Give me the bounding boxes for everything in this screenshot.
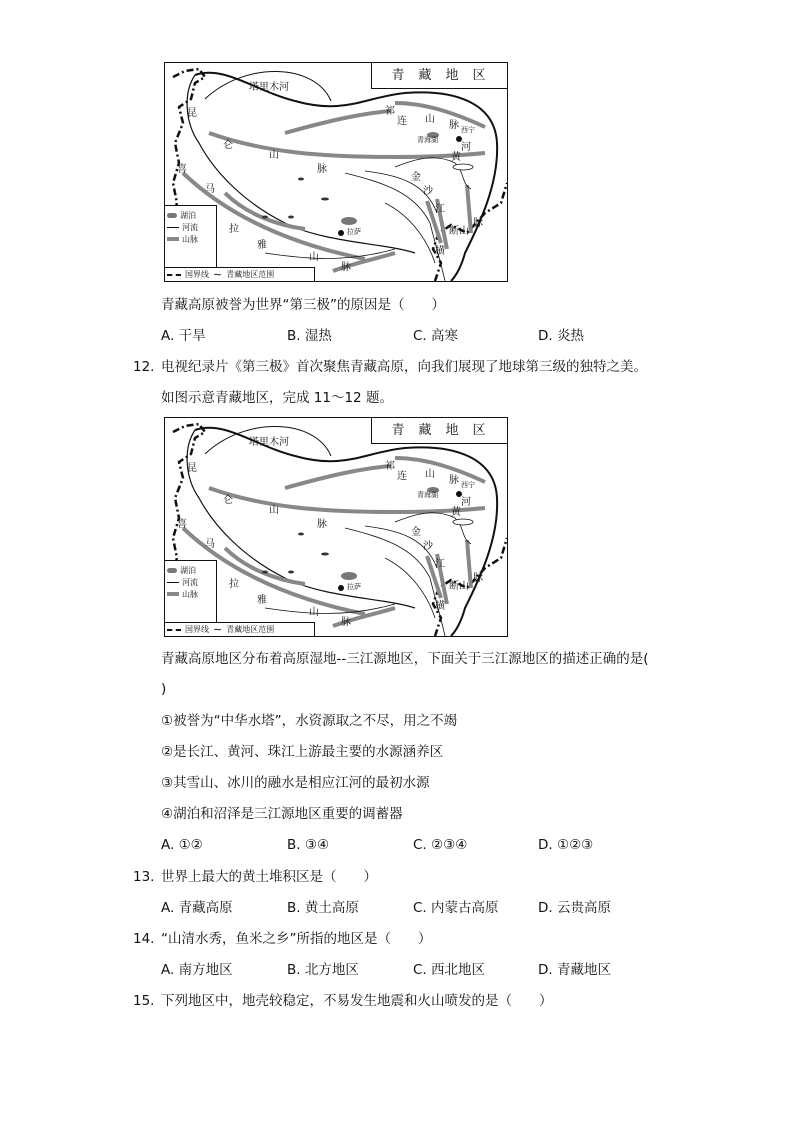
label-lian: 连 bbox=[397, 116, 407, 127]
label-mai1: 脉 bbox=[449, 475, 459, 486]
label-lun: 仑 bbox=[223, 140, 233, 151]
label-talimu: 塔里木河 bbox=[249, 82, 289, 93]
legend-region-label: 青藏地区范围 bbox=[226, 625, 275, 634]
legend-river-label: 河流 bbox=[182, 577, 198, 587]
label-shan2: 山 bbox=[269, 505, 279, 516]
map-legend-border-row bbox=[165, 622, 315, 636]
label-qi: 祁 bbox=[385, 106, 395, 117]
label-he: 河 bbox=[461, 497, 471, 508]
q12-option-a[interactable]: A. ①② bbox=[161, 837, 203, 853]
label-ya: 雅 bbox=[257, 595, 267, 606]
qilian-range bbox=[395, 103, 485, 127]
label-qinghaihu: 青海湖 bbox=[417, 491, 438, 499]
legend-lake-label: 湖泊 bbox=[180, 565, 196, 575]
label-he: 河 bbox=[461, 142, 471, 153]
q12-question-line2: ) bbox=[161, 681, 167, 697]
label-sha: 沙 bbox=[423, 541, 433, 552]
label-kun: 昆 bbox=[187, 463, 197, 474]
q12-option-c[interactable]: C. ②③④ bbox=[413, 837, 468, 853]
map-legend-border-row bbox=[165, 267, 315, 281]
label-kun: 昆 bbox=[187, 108, 197, 119]
label-huang: 黄 bbox=[451, 152, 461, 163]
label-la: 拉 bbox=[229, 579, 239, 590]
label-sha: 沙 bbox=[423, 186, 433, 197]
q12-statement-4: ④湖泊和沼泽是三江源地区重要的调蓄器 bbox=[161, 806, 403, 822]
q11-option-d[interactable]: D. 炎热 bbox=[538, 328, 584, 344]
q14-option-d[interactable]: D. 青藏地区 bbox=[538, 962, 611, 978]
q12-number: 12. bbox=[133, 359, 155, 375]
label-mai2: 脉 bbox=[317, 519, 327, 530]
label-duan: 断山 bbox=[449, 226, 469, 237]
map-title: 青藏地区 bbox=[371, 418, 507, 444]
q13-option-a[interactable]: A. 青藏高原 bbox=[161, 900, 233, 916]
q12-statement-2: ②是长江、黄河、珠江上游最主要的水源涵养区 bbox=[161, 744, 444, 760]
label-heng: 横 bbox=[435, 601, 445, 612]
label-duan: 断山 bbox=[449, 581, 469, 592]
q14-option-c[interactable]: C. 西北地区 bbox=[413, 962, 486, 978]
q12-statement-1: ①被誉为“中华水塔”，水资源取之不尽，用之不竭 bbox=[161, 713, 458, 729]
label-shan3: 山 bbox=[309, 252, 319, 263]
river-icon bbox=[167, 582, 179, 583]
label-huang: 黄 bbox=[451, 507, 461, 518]
q11-option-b[interactable]: B. 湿热 bbox=[287, 328, 332, 344]
label-xi: 喜 bbox=[177, 519, 187, 530]
label-mai3: 脉 bbox=[341, 262, 351, 273]
q14-option-a[interactable]: A. 南方地区 bbox=[161, 962, 233, 978]
legend-river-label: 河流 bbox=[182, 222, 198, 232]
q13-option-b[interactable]: B. 黄土高原 bbox=[287, 900, 359, 916]
label-mai4: 脉 bbox=[473, 218, 483, 229]
q12-option-b[interactable]: B. ③④ bbox=[287, 837, 330, 853]
label-shan3: 山 bbox=[309, 607, 319, 618]
q13-option-d[interactable]: D. 云贵高原 bbox=[538, 900, 611, 916]
kunlun-range bbox=[209, 133, 485, 157]
q11-option-c[interactable]: C. 高寒 bbox=[413, 328, 459, 344]
label-jin: 金 bbox=[411, 172, 421, 183]
q11-question: 青藏高原被誉为世界“第三极”的原因是（ ） bbox=[161, 297, 445, 313]
legend-border-label: 国界线 bbox=[185, 625, 209, 634]
q12-option-d[interactable]: D. ①②③ bbox=[538, 837, 594, 853]
label-shan2: 山 bbox=[269, 150, 279, 161]
label-mai3: 脉 bbox=[341, 617, 351, 628]
q12-intro-line1: 电视纪录片《第三极》首次聚焦青藏高原，向我们展现了地球第三级的独特之美。 bbox=[161, 359, 647, 375]
map-legend bbox=[165, 560, 217, 622]
region-outline bbox=[195, 428, 497, 636]
legend-lake-label: 湖泊 bbox=[180, 210, 196, 220]
q15-question: 下列地区中，地壳较稳定，不易发生地震和火山喷发的是（ ） bbox=[161, 993, 553, 1009]
q12-question-line1: 青藏高原地区分布着高原湿地--三江源地区，下面关于三江源地区的描述正确的是( bbox=[161, 651, 649, 667]
lasa-city bbox=[338, 230, 344, 236]
border-icon bbox=[167, 629, 181, 631]
map-legend bbox=[165, 205, 217, 267]
q15-number: 15. bbox=[133, 993, 155, 1009]
label-mai4: 脉 bbox=[473, 573, 483, 584]
border-icon bbox=[167, 274, 181, 276]
q13-option-c[interactable]: C. 内蒙古高原 bbox=[413, 900, 499, 916]
tibet-map-1 bbox=[164, 62, 508, 282]
label-qi: 祁 bbox=[385, 461, 395, 472]
label-heng: 横 bbox=[435, 246, 445, 257]
q13-question: 世界上最大的黄土堆积区是（ ） bbox=[161, 869, 377, 885]
q14-number: 14. bbox=[133, 931, 155, 947]
label-lian: 连 bbox=[397, 471, 407, 482]
region-outline-icon: ∼ bbox=[213, 267, 223, 281]
q14-question: “山清水秀，鱼米之乡”所指的地区是（ ） bbox=[161, 931, 432, 947]
lake-icon bbox=[167, 568, 177, 573]
map-title: 青藏地区 bbox=[371, 63, 507, 89]
label-xining: 西宁 bbox=[461, 126, 475, 134]
label-jiang: 江 bbox=[435, 204, 445, 215]
region-outline bbox=[195, 73, 497, 281]
label-mai2: 脉 bbox=[317, 164, 327, 175]
region-outline-icon: ∼ bbox=[213, 622, 223, 636]
label-shan1: 山 bbox=[425, 114, 435, 125]
label-ma: 马 bbox=[205, 539, 215, 550]
q14-option-b[interactable]: B. 北方地区 bbox=[287, 962, 359, 978]
label-la: 拉 bbox=[229, 224, 239, 235]
mountain-icon bbox=[167, 592, 179, 596]
lasa-city bbox=[338, 585, 344, 591]
label-jiang: 江 bbox=[435, 559, 445, 570]
tibet-map-2 bbox=[164, 417, 508, 637]
mountain-icon bbox=[167, 237, 179, 241]
label-jin: 金 bbox=[411, 527, 421, 538]
q13-number: 13. bbox=[133, 869, 155, 885]
legend-mountain-label: 山脉 bbox=[182, 589, 198, 599]
label-lun: 仑 bbox=[223, 495, 233, 506]
label-lasa: 拉萨 bbox=[347, 583, 361, 591]
label-shan1: 山 bbox=[425, 469, 435, 480]
label-qinghaihu: 青海湖 bbox=[417, 136, 438, 144]
label-mai1: 脉 bbox=[449, 120, 459, 131]
label-ya: 雅 bbox=[257, 240, 267, 251]
label-lasa: 拉萨 bbox=[347, 228, 361, 236]
legend-mountain-label: 山脉 bbox=[182, 234, 198, 244]
qilian-range bbox=[395, 458, 485, 482]
q11-option-a[interactable]: A. 干旱 bbox=[161, 328, 206, 344]
legend-border-label: 国界线 bbox=[185, 270, 209, 279]
q12-statement-3: ③其雪山、冰川的融水是相应江河的最初水源 bbox=[161, 775, 430, 791]
label-talimu: 塔里木河 bbox=[249, 437, 289, 448]
kunlun-range bbox=[209, 488, 485, 512]
label-xi: 喜 bbox=[177, 164, 187, 175]
lake-icon bbox=[167, 213, 177, 218]
label-ma: 马 bbox=[205, 184, 215, 195]
q12-intro-line2: 如图示意青藏地区，完成 11～12 题。 bbox=[161, 390, 393, 406]
label-xining: 西宁 bbox=[461, 481, 475, 489]
legend-region-label: 青藏地区范围 bbox=[226, 270, 275, 279]
river-icon bbox=[167, 227, 179, 228]
